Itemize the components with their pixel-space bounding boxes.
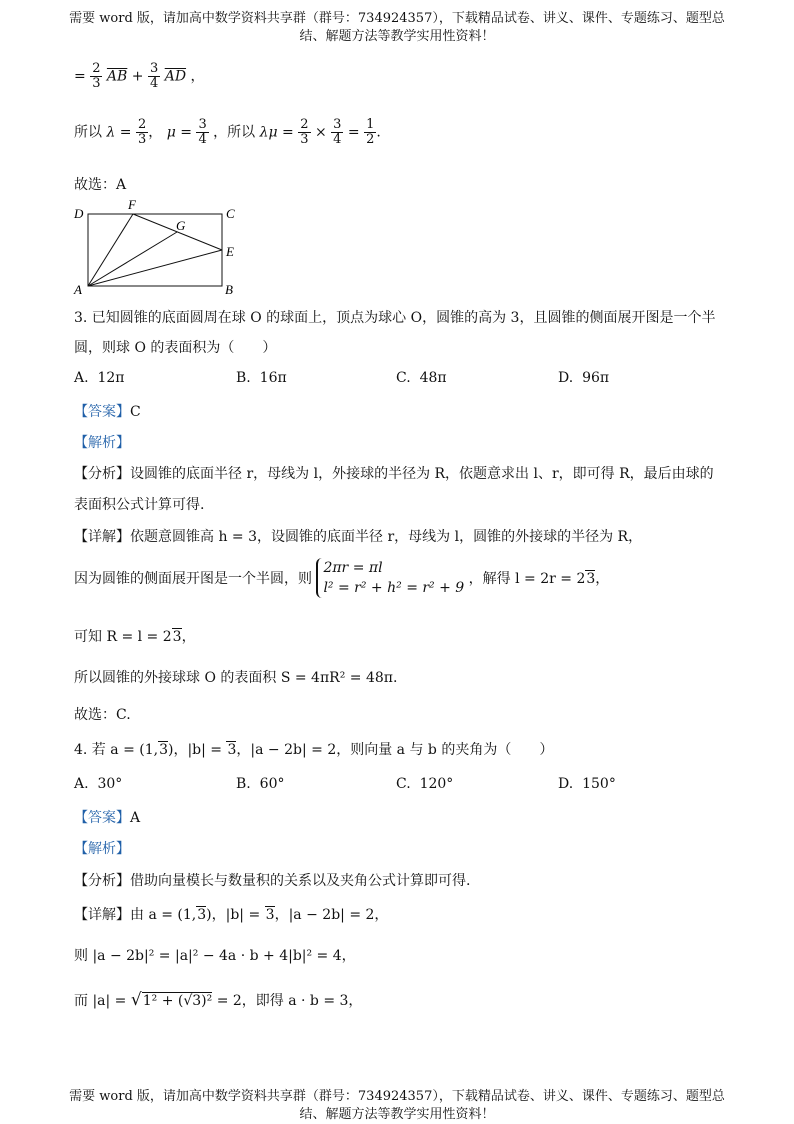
header-line-1: 需要 word 版，请加高中数学资料共享群（群号：734924357），下载精品试卷、讲义、课件、专题练习、题型总 — [69, 11, 725, 26]
segment-ae — [88, 250, 222, 286]
vector-ad: $\overline{AD}$ — [164, 68, 187, 85]
q4-option-b: B. 60° — [236, 776, 285, 792]
rectangle-figure — [70, 198, 250, 300]
q4-stem: 4. 若 a = (1,3)，|b| = 3，|a − 2b| = 2，则向量 a 与 b 的夹角为（ ） — [74, 742, 554, 758]
q4-option-a: A. 30° — [74, 776, 123, 792]
q3-detail-line-1: 【详解】依题意圆锥高 h = 3，设圆锥的底面半径 r，母线为 l，圆锥的外接球的半径为 R， — [74, 529, 643, 545]
q3-stem-line-2: 圆，则球 O 的表面积为（ ） — [74, 340, 277, 356]
footer-line-1: 需要 word 版，请加高中数学资料共享群（群号：734924357），下载精品试卷、讲义、课件、专题练习、题型总 — [69, 1089, 725, 1104]
label-d: D — [74, 206, 84, 221]
fraction-2-3: $\frac{2}{3}$ — [92, 61, 101, 91]
label-e: E — [226, 244, 234, 259]
vector-equation: = $\frac{2}{3}$ $\overline{AB}$ + $\frac{3}{4}$ $\overline{AD}$ ， — [74, 61, 205, 91]
label-g: G — [176, 218, 186, 233]
q3-option-b: B. 16π — [236, 370, 287, 386]
q4-answer: 【答案】A — [74, 810, 141, 826]
label-f: F — [128, 198, 136, 212]
footer-line-2: 结、解题方法等教学实用性资料！ — [299, 1107, 495, 1122]
equation-system: 2πr = πl l² = r² + h² = r² + 9 — [316, 558, 464, 598]
vector-ab: $\overline{AB}$ — [106, 68, 128, 85]
q4-fenxi: 【分析】借助向量模长与数量积的关系以及夹角公式计算即可得. — [74, 873, 471, 889]
q3-fenxi-line-1: 【分析】设圆锥的底面半径 r，母线为 l，外接球的半径为 R，依题意求出 l、r，即可得 R，最后由球的 — [74, 466, 714, 482]
q3-option-c: C. 48π — [396, 370, 447, 386]
q3-detail-r: 可知 R = l = 23， — [74, 629, 196, 645]
label-a: A — [74, 282, 82, 297]
segment-ag — [88, 232, 177, 286]
label-b: B — [225, 282, 233, 297]
q3-option-d: D. 96π — [558, 370, 610, 386]
q3-answer: 【答案】C — [74, 404, 141, 420]
q2-choice: 故选：A — [74, 177, 127, 193]
rectangle-abcd — [88, 214, 222, 286]
label-c: C — [226, 206, 235, 221]
q4-detail-line-3: 而 |a| = √1² + (√3)² = 2，即得 a · b = 3， — [74, 990, 363, 1010]
segment-af — [88, 214, 133, 286]
equals-sign: = — [74, 68, 86, 85]
q3-option-a: A. 12π — [74, 370, 125, 386]
q4-detail-line-2: 则 |a − 2b|² = |a|² − 4a · b + 4|b|² = 4， — [74, 948, 356, 964]
q3-fenxi-line-2: 表面积公式计算可得. — [74, 497, 205, 513]
q4-detail-line-1: 【详解】由 a = (1,3)，|b| = 3，|a − 2b| = 2， — [74, 907, 389, 923]
q3-choice: 故选：C. — [74, 707, 131, 723]
q3-analysis-tag: 【解析】 — [74, 435, 130, 451]
q4-analysis-tag: 【解析】 — [74, 841, 130, 857]
q3-detail-system: 因为圆锥的侧面展开图是一个半圆，则 2πr = πl l² = r² + h² = r² + 9 ，解得 l = 2r = 23， — [74, 560, 610, 596]
lambda-mu-line: 所以 λ = $\frac{2}{3}$ ， μ = $\frac{3}{4}$ ，所以 λμ = $\frac{2}{3}$ × $\frac{3}{4}$ = $\frac{1}{2}$ . — [74, 117, 381, 147]
q3-stem-line-1: 3. 已知圆锥的底面圆周在球 O 的球面上，顶点为球心 O，圆锥的高为 3，且圆锥的侧面展开图是一个半 — [74, 310, 716, 326]
header-line-2: 结、解题方法等教学实用性资料！ — [299, 29, 495, 44]
q4-option-d: D. 150° — [558, 776, 616, 792]
q4-option-c: C. 120° — [396, 776, 454, 792]
q3-detail-surface: 所以圆锥的外接球球 O 的表面积 S = 4πR² = 48π. — [74, 670, 398, 686]
fraction-3-4: $\frac{3}{4}$ — [149, 61, 159, 91]
